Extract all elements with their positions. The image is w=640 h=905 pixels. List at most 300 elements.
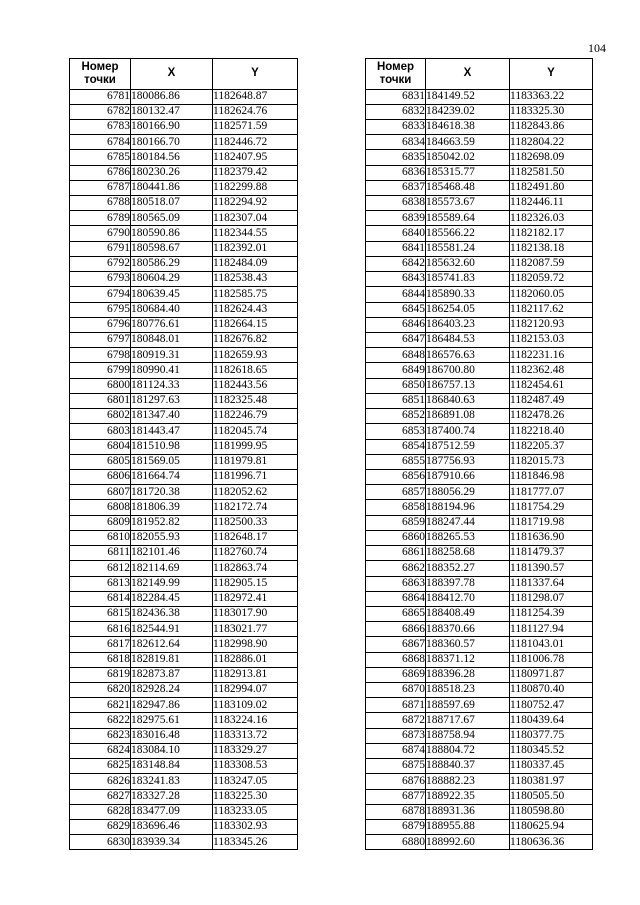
x-coordinate-cell: 185589.64 (426, 211, 510, 226)
table-row (70, 135, 298, 150)
point-number-cell: 6865 (366, 606, 426, 621)
table-row (366, 302, 593, 317)
point-number-cell: 6799 (70, 363, 131, 378)
point-number-cell: 6866 (366, 622, 426, 637)
table-row (70, 272, 298, 287)
table-row (366, 150, 593, 165)
table-row (366, 196, 593, 211)
point-number-cell: 6804 (70, 439, 131, 454)
point-number-cell: 6796 (70, 317, 131, 332)
table-row (366, 256, 593, 271)
table-row (70, 180, 298, 195)
coordinates-body-right (366, 89, 593, 850)
x-coordinate-cell: 186700.80 (426, 363, 510, 378)
table-header-row (70, 59, 298, 90)
x-coordinate-cell: 180518.07 (131, 196, 213, 211)
y-coordinate-cell: 1182446.72 (213, 135, 298, 150)
y-coordinate-cell: 1182905.15 (213, 576, 298, 591)
point-number-cell: 6858 (366, 500, 426, 515)
table-row (366, 226, 593, 241)
table-row (366, 393, 593, 408)
point-number-cell: 6817 (70, 637, 131, 652)
table-row (366, 622, 593, 637)
table-row (70, 500, 298, 515)
table-row (70, 683, 298, 698)
y-coordinate-cell: 1182659.93 (213, 348, 298, 363)
x-coordinate-cell: 187512.59 (426, 439, 510, 454)
point-number-cell: 6833 (366, 119, 426, 134)
point-number-cell: 6838 (366, 196, 426, 211)
point-number-cell: 6851 (366, 393, 426, 408)
point-number-cell: 6808 (70, 500, 131, 515)
point-number-cell: 6835 (366, 150, 426, 165)
point-number-cell: 6785 (70, 150, 131, 165)
x-coordinate-cell: 185581.24 (426, 241, 510, 256)
table-row (70, 835, 298, 850)
table-header-row (366, 59, 593, 90)
table-row (70, 530, 298, 545)
table-row (366, 759, 593, 774)
y-coordinate-cell: 1182218.40 (510, 424, 593, 439)
x-coordinate-cell: 180166.70 (131, 135, 213, 150)
y-coordinate-cell: 1182087.59 (510, 256, 593, 271)
x-coordinate-cell: 187910.66 (426, 469, 510, 484)
point-number-cell: 6788 (70, 196, 131, 211)
x-coordinate-cell: 186576.63 (426, 348, 510, 363)
point-number-cell: 6795 (70, 302, 131, 317)
x-coordinate-cell: 186757.13 (426, 378, 510, 393)
x-coordinate-cell: 185573.67 (426, 196, 510, 211)
x-coordinate-cell: 183939.34 (131, 835, 213, 850)
y-coordinate-cell: 1182325.48 (213, 393, 298, 408)
table-row (70, 287, 298, 302)
x-coordinate-cell: 184663.59 (426, 135, 510, 150)
y-coordinate-cell: 1182994.07 (213, 683, 298, 698)
table-row (366, 804, 593, 819)
x-coordinate-cell: 181952.82 (131, 515, 213, 530)
table-row (70, 211, 298, 226)
table-row (366, 530, 593, 545)
table-row (366, 378, 593, 393)
x-coordinate-cell: 186403.23 (426, 317, 510, 332)
x-coordinate-cell: 188840.37 (426, 759, 510, 774)
point-number-cell: 6840 (366, 226, 426, 241)
table-row (70, 759, 298, 774)
point-number-cell: 6878 (366, 804, 426, 819)
x-coordinate-cell: 188352.27 (426, 561, 510, 576)
table-row (70, 774, 298, 789)
x-coordinate-cell: 182436.38 (131, 606, 213, 621)
x-coordinate-cell: 182947.86 (131, 698, 213, 713)
table-row (366, 698, 593, 713)
point-number-cell: 6873 (366, 728, 426, 743)
y-coordinate-cell: 1182618.65 (213, 363, 298, 378)
table-row (366, 576, 593, 591)
point-number-cell: 6868 (366, 652, 426, 667)
page-number: 104 (588, 41, 606, 55)
point-number-cell: 6824 (70, 743, 131, 758)
x-coordinate-cell: 188882.23 (426, 774, 510, 789)
point-number-cell: 6828 (70, 804, 131, 819)
x-coordinate-cell: 184149.52 (426, 89, 510, 104)
point-number-cell: 6869 (366, 667, 426, 682)
point-number-cell: 6820 (70, 683, 131, 698)
x-coordinate-cell: 188265.53 (426, 530, 510, 545)
y-coordinate-cell: 1182299.88 (213, 180, 298, 195)
point-number-cell: 6822 (70, 713, 131, 728)
point-number-cell: 6793 (70, 272, 131, 287)
y-coordinate-cell: 1182664.15 (213, 317, 298, 332)
point-number-cell: 6830 (70, 835, 131, 850)
table-row (70, 89, 298, 104)
x-coordinate-cell: 188397.78 (426, 576, 510, 591)
y-coordinate-cell: 1182998.90 (213, 637, 298, 652)
point-number-cell: 6842 (366, 256, 426, 271)
x-coordinate-cell: 180848.01 (131, 333, 213, 348)
x-coordinate-cell: 183327.28 (131, 789, 213, 804)
y-coordinate-cell: 1182443.56 (213, 378, 298, 393)
point-number-cell: 6856 (366, 469, 426, 484)
y-coordinate-cell: 1182120.93 (510, 317, 593, 332)
y-coordinate-cell: 1180636.36 (510, 835, 593, 850)
y-coordinate-cell: 1183247.05 (213, 774, 298, 789)
table-row (70, 378, 298, 393)
x-coordinate-cell: 182544.91 (131, 622, 213, 637)
table-row (366, 683, 593, 698)
point-number-cell: 6801 (70, 393, 131, 408)
x-coordinate-cell: 180990.41 (131, 363, 213, 378)
y-coordinate-cell: 1181254.39 (510, 606, 593, 621)
table-row (366, 317, 593, 332)
y-coordinate-cell: 1182698.09 (510, 150, 593, 165)
y-coordinate-cell: 1182585.75 (213, 287, 298, 302)
point-number-cell: 6806 (70, 469, 131, 484)
point-number-cell: 6787 (70, 180, 131, 195)
x-coordinate-cell: 182819.81 (131, 652, 213, 667)
y-coordinate-cell: 1182307.04 (213, 211, 298, 226)
y-coordinate-cell: 1182015.73 (510, 454, 593, 469)
table-row (70, 165, 298, 180)
table-row (70, 667, 298, 682)
table-row (366, 165, 593, 180)
point-number-cell: 6852 (366, 409, 426, 424)
header-point-number: Номер точки (70, 59, 131, 90)
x-coordinate-cell: 180132.47 (131, 104, 213, 119)
table-row (70, 743, 298, 758)
y-coordinate-cell: 1181006.78 (510, 652, 593, 667)
y-coordinate-cell: 1182344.55 (213, 226, 298, 241)
y-coordinate-cell: 1182231.16 (510, 348, 593, 363)
x-coordinate-cell: 188931.36 (426, 804, 510, 819)
point-number-cell: 6880 (366, 835, 426, 850)
point-number-cell: 6854 (366, 439, 426, 454)
table-row (70, 622, 298, 637)
header-x: X (131, 59, 213, 90)
point-number-cell: 6813 (70, 576, 131, 591)
point-number-cell: 6782 (70, 104, 131, 119)
x-coordinate-cell: 180604.29 (131, 272, 213, 287)
x-coordinate-cell: 188056.29 (426, 485, 510, 500)
table-row (366, 119, 593, 134)
x-coordinate-cell: 181806.39 (131, 500, 213, 515)
point-number-cell: 6783 (70, 119, 131, 134)
x-coordinate-cell: 186484.53 (426, 333, 510, 348)
y-coordinate-cell: 1182326.03 (510, 211, 593, 226)
table-row (366, 774, 593, 789)
point-number-cell: 6825 (70, 759, 131, 774)
point-number-cell: 6792 (70, 256, 131, 271)
x-coordinate-cell: 182055.93 (131, 530, 213, 545)
y-coordinate-cell: 1181999.95 (213, 439, 298, 454)
x-coordinate-cell: 182101.46 (131, 546, 213, 561)
x-coordinate-cell: 188194.96 (426, 500, 510, 515)
point-number-cell: 6834 (366, 135, 426, 150)
table-row (70, 439, 298, 454)
y-coordinate-cell: 1182972.41 (213, 591, 298, 606)
y-coordinate-cell: 1180337.45 (510, 759, 593, 774)
table-row (366, 439, 593, 454)
y-coordinate-cell: 1180439.64 (510, 713, 593, 728)
point-number-cell: 6843 (366, 272, 426, 287)
y-coordinate-cell: 1181777.07 (510, 485, 593, 500)
table-row (70, 393, 298, 408)
y-coordinate-cell: 1182246.79 (213, 409, 298, 424)
y-coordinate-cell: 1182676.82 (213, 333, 298, 348)
x-coordinate-cell: 188247.44 (426, 515, 510, 530)
table-row (366, 667, 593, 682)
y-coordinate-cell: 1182648.87 (213, 89, 298, 104)
table-row (366, 469, 593, 484)
y-coordinate-cell: 1183345.26 (213, 835, 298, 850)
table-row (366, 135, 593, 150)
y-coordinate-cell: 1181298.07 (510, 591, 593, 606)
y-coordinate-cell: 1181337.64 (510, 576, 593, 591)
point-number-cell: 6870 (366, 683, 426, 698)
x-coordinate-cell: 186840.63 (426, 393, 510, 408)
coordinates-table-left (69, 58, 298, 850)
point-number-cell: 6818 (70, 652, 131, 667)
point-number-cell: 6790 (70, 226, 131, 241)
point-number-cell: 6794 (70, 287, 131, 302)
point-number-cell: 6872 (366, 713, 426, 728)
x-coordinate-cell: 181720.38 (131, 485, 213, 500)
point-number-cell: 6786 (70, 165, 131, 180)
y-coordinate-cell: 1182045.74 (213, 424, 298, 439)
point-number-cell: 6875 (366, 759, 426, 774)
table-row (366, 89, 593, 104)
table-row (366, 820, 593, 835)
x-coordinate-cell: 188597.69 (426, 698, 510, 713)
table-row (366, 211, 593, 226)
point-number-cell: 6802 (70, 409, 131, 424)
table-row (70, 256, 298, 271)
y-coordinate-cell: 1183224.16 (213, 713, 298, 728)
x-coordinate-cell: 188258.68 (426, 546, 510, 561)
table-row (366, 287, 593, 302)
x-coordinate-cell: 182149.99 (131, 576, 213, 591)
x-coordinate-cell: 180639.45 (131, 287, 213, 302)
x-coordinate-cell: 181347.40 (131, 409, 213, 424)
x-coordinate-cell: 184239.02 (426, 104, 510, 119)
y-coordinate-cell: 1181043.01 (510, 637, 593, 652)
y-coordinate-cell: 1183021.77 (213, 622, 298, 637)
y-coordinate-cell: 1180377.75 (510, 728, 593, 743)
table-row (366, 241, 593, 256)
table-row (70, 196, 298, 211)
y-coordinate-cell: 1182648.17 (213, 530, 298, 545)
table-row (70, 698, 298, 713)
y-coordinate-cell: 1182760.74 (213, 546, 298, 561)
y-coordinate-cell: 1182407.95 (213, 150, 298, 165)
y-coordinate-cell: 1182484.09 (213, 256, 298, 271)
table-row (70, 333, 298, 348)
x-coordinate-cell: 181569.05 (131, 454, 213, 469)
point-number-cell: 6877 (366, 789, 426, 804)
header-x: X (426, 59, 510, 90)
point-number-cell: 6863 (366, 576, 426, 591)
x-coordinate-cell: 186254.05 (426, 302, 510, 317)
point-number-cell: 6864 (366, 591, 426, 606)
x-coordinate-cell: 188396.28 (426, 667, 510, 682)
x-coordinate-cell: 188371.12 (426, 652, 510, 667)
table-row (70, 713, 298, 728)
point-number-cell: 6874 (366, 743, 426, 758)
y-coordinate-cell: 1181636.90 (510, 530, 593, 545)
x-coordinate-cell: 185741.83 (426, 272, 510, 287)
x-coordinate-cell: 181124.33 (131, 378, 213, 393)
x-coordinate-cell: 180919.31 (131, 348, 213, 363)
x-coordinate-cell: 185315.77 (426, 165, 510, 180)
y-coordinate-cell: 1180625.94 (510, 820, 593, 835)
point-number-cell: 6850 (366, 378, 426, 393)
point-number-cell: 6827 (70, 789, 131, 804)
header-y: Y (510, 59, 593, 90)
y-coordinate-cell: 1182059.72 (510, 272, 593, 287)
table-row (70, 485, 298, 500)
y-coordinate-cell: 1180345.52 (510, 743, 593, 758)
x-coordinate-cell: 183696.46 (131, 820, 213, 835)
table-row (366, 743, 593, 758)
y-coordinate-cell: 1180752.47 (510, 698, 593, 713)
coordinates-table-right (365, 58, 593, 850)
x-coordinate-cell: 188758.94 (426, 728, 510, 743)
y-coordinate-cell: 1180870.40 (510, 683, 593, 698)
table-row (70, 119, 298, 134)
y-coordinate-cell: 1183017.90 (213, 606, 298, 621)
table-row (70, 409, 298, 424)
y-coordinate-cell: 1182500.33 (213, 515, 298, 530)
y-coordinate-cell: 1183109.02 (213, 698, 298, 713)
y-coordinate-cell: 1182886.01 (213, 652, 298, 667)
table-row (70, 546, 298, 561)
table-row (70, 348, 298, 363)
point-number-cell: 6815 (70, 606, 131, 621)
table-row (70, 789, 298, 804)
y-coordinate-cell: 1182863.74 (213, 561, 298, 576)
x-coordinate-cell: 188412.70 (426, 591, 510, 606)
y-coordinate-cell: 1182117.62 (510, 302, 593, 317)
x-coordinate-cell: 180441.86 (131, 180, 213, 195)
y-coordinate-cell: 1181127.94 (510, 622, 593, 637)
y-coordinate-cell: 1182172.74 (213, 500, 298, 515)
point-number-cell: 6853 (366, 424, 426, 439)
table-row (70, 561, 298, 576)
point-number-cell: 6797 (70, 333, 131, 348)
table-row (366, 637, 593, 652)
y-coordinate-cell: 1182294.92 (213, 196, 298, 211)
x-coordinate-cell: 183241.83 (131, 774, 213, 789)
x-coordinate-cell: 188370.66 (426, 622, 510, 637)
table-row (70, 363, 298, 378)
x-coordinate-cell: 182928.24 (131, 683, 213, 698)
y-coordinate-cell: 1182538.43 (213, 272, 298, 287)
point-number-cell: 6819 (70, 667, 131, 682)
point-number-cell: 6814 (70, 591, 131, 606)
table-row (70, 424, 298, 439)
table-row (70, 469, 298, 484)
table-row (70, 241, 298, 256)
table-row (366, 561, 593, 576)
header-y: Y (213, 59, 298, 90)
y-coordinate-cell: 1182446.11 (510, 196, 593, 211)
table-row (70, 515, 298, 530)
point-number-cell: 6812 (70, 561, 131, 576)
y-coordinate-cell: 1181390.57 (510, 561, 593, 576)
y-coordinate-cell: 1181719.98 (510, 515, 593, 530)
x-coordinate-cell: 187400.74 (426, 424, 510, 439)
point-number-cell: 6829 (70, 820, 131, 835)
point-number-cell: 6855 (366, 454, 426, 469)
y-coordinate-cell: 1182052.62 (213, 485, 298, 500)
point-number-cell: 6784 (70, 135, 131, 150)
x-coordinate-cell: 186891.08 (426, 409, 510, 424)
point-number-cell: 6844 (366, 287, 426, 302)
point-number-cell: 6816 (70, 622, 131, 637)
x-coordinate-cell: 180230.26 (131, 165, 213, 180)
table-row (70, 652, 298, 667)
y-coordinate-cell: 1182182.17 (510, 226, 593, 241)
y-coordinate-cell: 1182454.61 (510, 378, 593, 393)
point-number-cell: 6823 (70, 728, 131, 743)
y-coordinate-cell: 1181846.98 (510, 469, 593, 484)
table-row (366, 652, 593, 667)
table-row (366, 713, 593, 728)
y-coordinate-cell: 1182624.43 (213, 302, 298, 317)
point-number-cell: 6811 (70, 546, 131, 561)
table-row (366, 454, 593, 469)
point-number-cell: 6867 (366, 637, 426, 652)
x-coordinate-cell: 181443.47 (131, 424, 213, 439)
x-coordinate-cell: 183016.48 (131, 728, 213, 743)
x-coordinate-cell: 183084.10 (131, 743, 213, 758)
table-row (70, 226, 298, 241)
y-coordinate-cell: 1182060.05 (510, 287, 593, 302)
x-coordinate-cell: 183477.09 (131, 804, 213, 819)
table-row (366, 272, 593, 287)
point-number-cell: 6839 (366, 211, 426, 226)
table-row (70, 576, 298, 591)
y-coordinate-cell: 1183302.93 (213, 820, 298, 835)
y-coordinate-cell: 1183363.22 (510, 89, 593, 104)
y-coordinate-cell: 1182478.26 (510, 409, 593, 424)
y-coordinate-cell: 1183225.30 (213, 789, 298, 804)
point-number-cell: 6791 (70, 241, 131, 256)
table-row (366, 485, 593, 500)
table-row (366, 500, 593, 515)
table-row (366, 546, 593, 561)
y-coordinate-cell: 1182571.59 (213, 119, 298, 134)
y-coordinate-cell: 1182362.48 (510, 363, 593, 378)
